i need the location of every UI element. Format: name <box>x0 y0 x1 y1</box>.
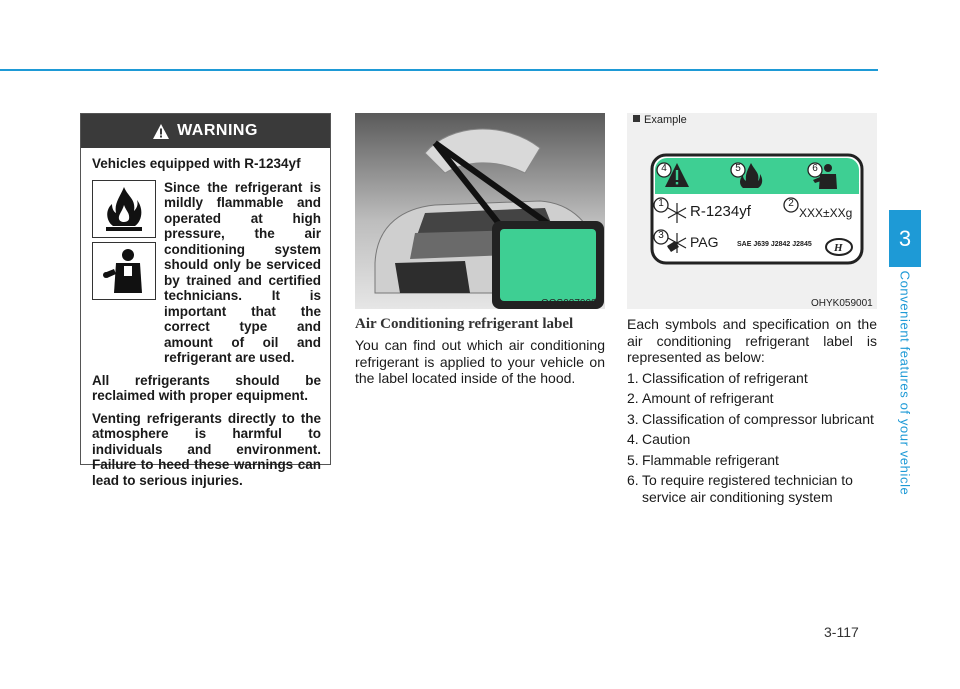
svg-text:H: H <box>834 242 843 254</box>
flammable-icon <box>92 180 156 238</box>
section-title: Air Conditioning refrigerant label <box>355 316 574 332</box>
example-tag <box>633 114 687 126</box>
description-intro: Each symbols and specification on the air conditioning refrigerant label is represented as below: <box>627 316 877 365</box>
list-item: 1. Classification of refrigerant <box>627 369 808 386</box>
warning-text-main: Since the refrigerant is mildly flammable and operated at high pressure, the air conditioning system should only be serviced by trained and certified technicians. It is important that the correct type and amount of oil and refrigerant are used. <box>164 179 321 365</box>
label-caption: OHYK059001 <box>811 298 873 309</box>
list-item: 4. Caution <box>627 431 691 447</box>
example-label: Example <box>644 114 687 126</box>
list-item: 6. To require registered technician to service air conditioning system <box>627 472 853 505</box>
callout-2: 2 <box>788 198 794 209</box>
chapter-title: Convenient features of your vehicle <box>897 270 913 496</box>
warning-header <box>81 114 330 148</box>
label-standard: SAE J639 J2842 J2845 <box>737 241 812 248</box>
warning-triangle-icon <box>153 124 169 139</box>
square-bullet-icon <box>633 115 640 122</box>
photo-caption: OOS087008L <box>541 298 603 309</box>
hood-photo <box>355 113 605 309</box>
warning-box <box>80 113 331 488</box>
callout-1: 1 <box>658 198 664 209</box>
warning-text-venting: Venting refrigerants directly to the atmosphere is harmful to individuals and environment. Failure to heed these warnings can lead to serious injuries. <box>92 410 321 488</box>
label-amount: XXX±XXg <box>799 206 853 220</box>
description <box>627 316 877 505</box>
callout-3: 3 <box>658 230 664 241</box>
page-number: 3-117 <box>824 624 859 640</box>
callout-4: 4 <box>661 163 667 174</box>
section-body: You can find out which air conditioning refrigerant is applied to your vehicle on the label located inside of the hood. <box>355 337 605 386</box>
warning-text-reclaim: All refrigerants should be reclaimed with proper equipment. <box>92 372 321 403</box>
list-item: 3. Classification of compressor lubricant <box>627 410 874 427</box>
list-item: 2. Amount of refrigerant <box>627 390 774 406</box>
warning-subtitle: Vehicles equipped with R-1234yf <box>92 156 301 171</box>
list-item: 5. Flammable refrigerant <box>627 451 779 468</box>
chapter-number: 3 <box>889 210 921 267</box>
callout-5: 5 <box>735 163 741 174</box>
technician-icon <box>92 242 156 300</box>
header-rule <box>0 69 878 71</box>
label-lubricant: PAG <box>690 234 719 250</box>
label-refrigerant: R-1234yf <box>690 203 751 220</box>
label-figure <box>627 113 877 309</box>
callout-6: 6 <box>812 163 818 174</box>
warning-title: WARNING <box>177 122 258 139</box>
